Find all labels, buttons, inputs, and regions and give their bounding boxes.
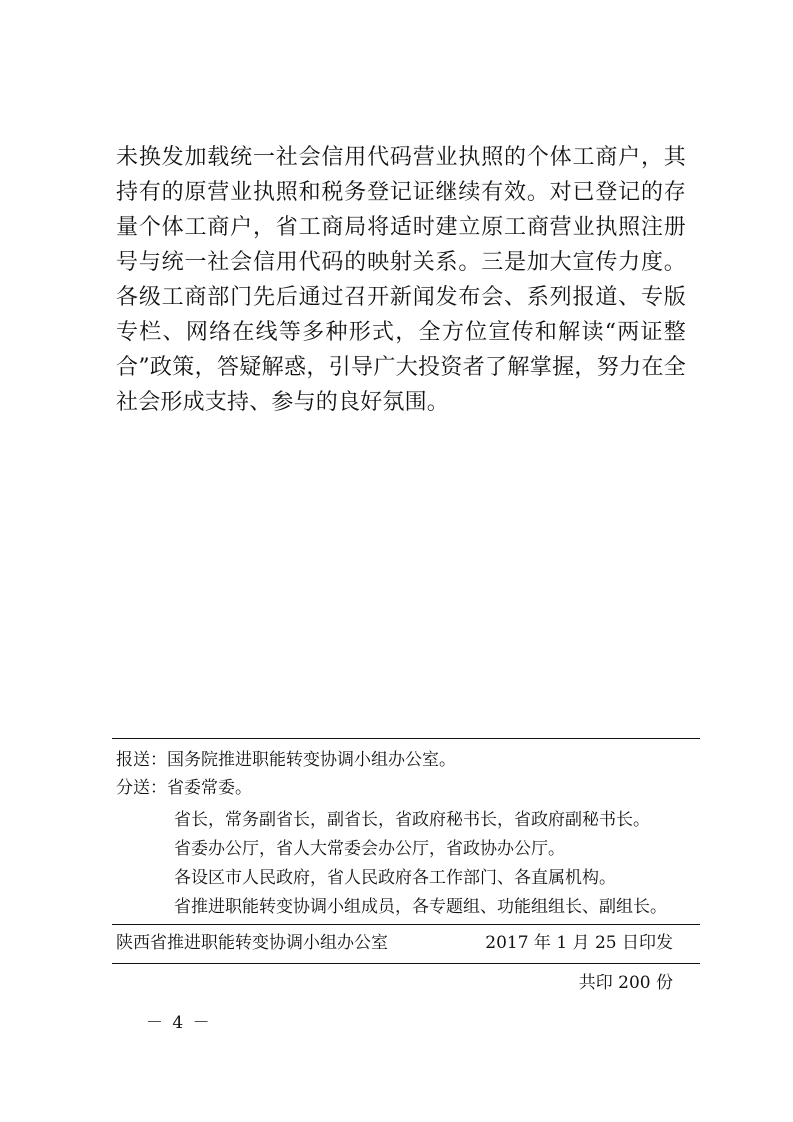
distribution-top-rule <box>112 738 700 739</box>
copy-recipient-0: 省委常委。 <box>167 778 252 798</box>
copy-line-0 <box>116 777 252 799</box>
report-line <box>116 749 456 771</box>
print-copies: 共印 200 份 <box>578 973 673 993</box>
copy-label: 分送： <box>116 778 167 798</box>
report-label: 报送： <box>116 750 167 770</box>
footer-top-rule <box>112 924 700 925</box>
report-value: 国务院推进职能转变协调小组办公室。 <box>167 750 456 770</box>
copy-recipient-3: 各设区市人民政府，省人民政府各工作部门、各直属机构。 <box>174 868 616 888</box>
footer-bottom-rule <box>112 963 700 964</box>
copy-recipient-4: 省推进职能转变协调小组成员，各专题组、功能组组长、副组长。 <box>174 897 667 917</box>
issuer: 陕西省推进职能转变协调小组办公室 <box>116 933 388 953</box>
copy-recipient-1: 省长，常务副省长，副省长，省政府秘书长，省政府副秘书长。 <box>174 810 650 830</box>
body-paragraph: 未换发加载统一社会信用代码营业执照的个体工商户，其持有的原营业执照和税务登记证继续有效。对已登记的存量个体工商户，省工商局将适时建立原工商营业执照注册号与统一社会信用代码的映射关系。三是加大宣传力度。各级工商部门先后通过召开新闻发布会、系列报道、专版专栏、网络在线等多种形式，全方位宣传和解读“两证整合”政策，答疑解惑，引导广大投资者了解掌握，努力在全社会形成支持、参与的良好氛围。 <box>116 145 686 415</box>
copy-recipient-2: 省委办公厅，省人大常委会办公厅，省政协办公厅。 <box>174 839 565 859</box>
page-number: － 4 － <box>146 1013 212 1033</box>
issue-date: 2017 年 1 月 25 日印发 <box>485 933 673 953</box>
